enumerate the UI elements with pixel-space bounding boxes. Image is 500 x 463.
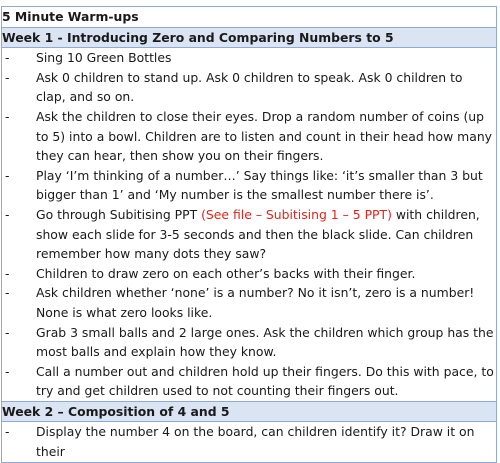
list-item-text: Call a number out and children hold up their fingers. Do this with pace, to try and get children used to not counting their fingers out. [36, 363, 494, 399]
bullet-dash: - [5, 324, 10, 340]
list-item-text: Grab 3 small balls and 2 large ones. Ask the children which group has the most balls and explain how they know. [36, 324, 494, 360]
list-item [2, 264, 496, 284]
week-2-content-row [2, 422, 497, 462]
list-item [2, 48, 496, 68]
list-item [2, 422, 496, 461]
list-item [2, 68, 496, 107]
bullet-dash: - [5, 108, 10, 124]
list-item-text: Play ‘I’m thinking of a number…’ Say things like: ‘it’s smaller than 3 but bigger than 1’ and ‘My number is the smallest number there is’. [36, 167, 483, 203]
list-item-text-before-link: Go through Subitising PPT [36, 206, 202, 222]
list-item-text: Ask 0 children to stand up. Ask 0 children to speak. Ask 0 children to clap, and so on. [36, 69, 463, 105]
list-item [2, 283, 496, 322]
list-item-text: Ask children whether ‘none’ is a number? No it isn’t, zero is a number! None is what zero looks like. [36, 285, 475, 320]
list-item [2, 362, 496, 401]
list-item [2, 323, 496, 362]
bullet-dash: - [5, 363, 10, 379]
week-1-activity-list [2, 48, 496, 401]
file-reference-link[interactable]: (See file – Subitising 1 – 5 PPT) [201, 206, 392, 222]
list-item [2, 205, 496, 264]
bullet-dash: - [5, 424, 10, 440]
bullet-dash: - [5, 206, 10, 222]
list-item-text-after-link: with children, show each slide for 3-5 seconds and then the black slide. Can children remember how many dots they saw? [36, 206, 480, 262]
week-1-content-row [2, 48, 497, 402]
week-1-heading: Week 1 - Introducing Zero and Comparing Numbers to 5 [2, 27, 497, 48]
list-item [2, 166, 496, 205]
title-row [2, 7, 497, 28]
list-item-text: Sing 10 Green Bottles [36, 50, 172, 66]
list-item-text: Ask the children to close their eyes. Drop a random number of coins (up to 5) into a bowl. Children are to listen and count in their head how many they can hear, then show you on their fingers. [36, 108, 493, 164]
document-page [0, 6, 500, 460]
document-title: 5 Minute Warm-ups [2, 7, 497, 28]
bullet-dash: - [5, 265, 10, 281]
list-item-text: Display the number 4 on the board, can children identify it? Draw it on their [36, 424, 475, 460]
bullet-dash: - [5, 167, 10, 183]
list-item [2, 107, 496, 166]
week-2-heading: Week 2 – Composition of 4 and 5 [2, 401, 497, 422]
list-item-text: Children to draw zero on each other’s backs with their finger. [36, 265, 416, 281]
week-2-header-row [2, 401, 497, 422]
week-2-activity-list [2, 422, 496, 461]
bullet-dash: - [5, 285, 10, 301]
warmups-table [1, 6, 497, 463]
week-1-header-row [2, 27, 497, 48]
bullet-dash: - [5, 50, 10, 66]
bullet-dash: - [5, 69, 10, 85]
